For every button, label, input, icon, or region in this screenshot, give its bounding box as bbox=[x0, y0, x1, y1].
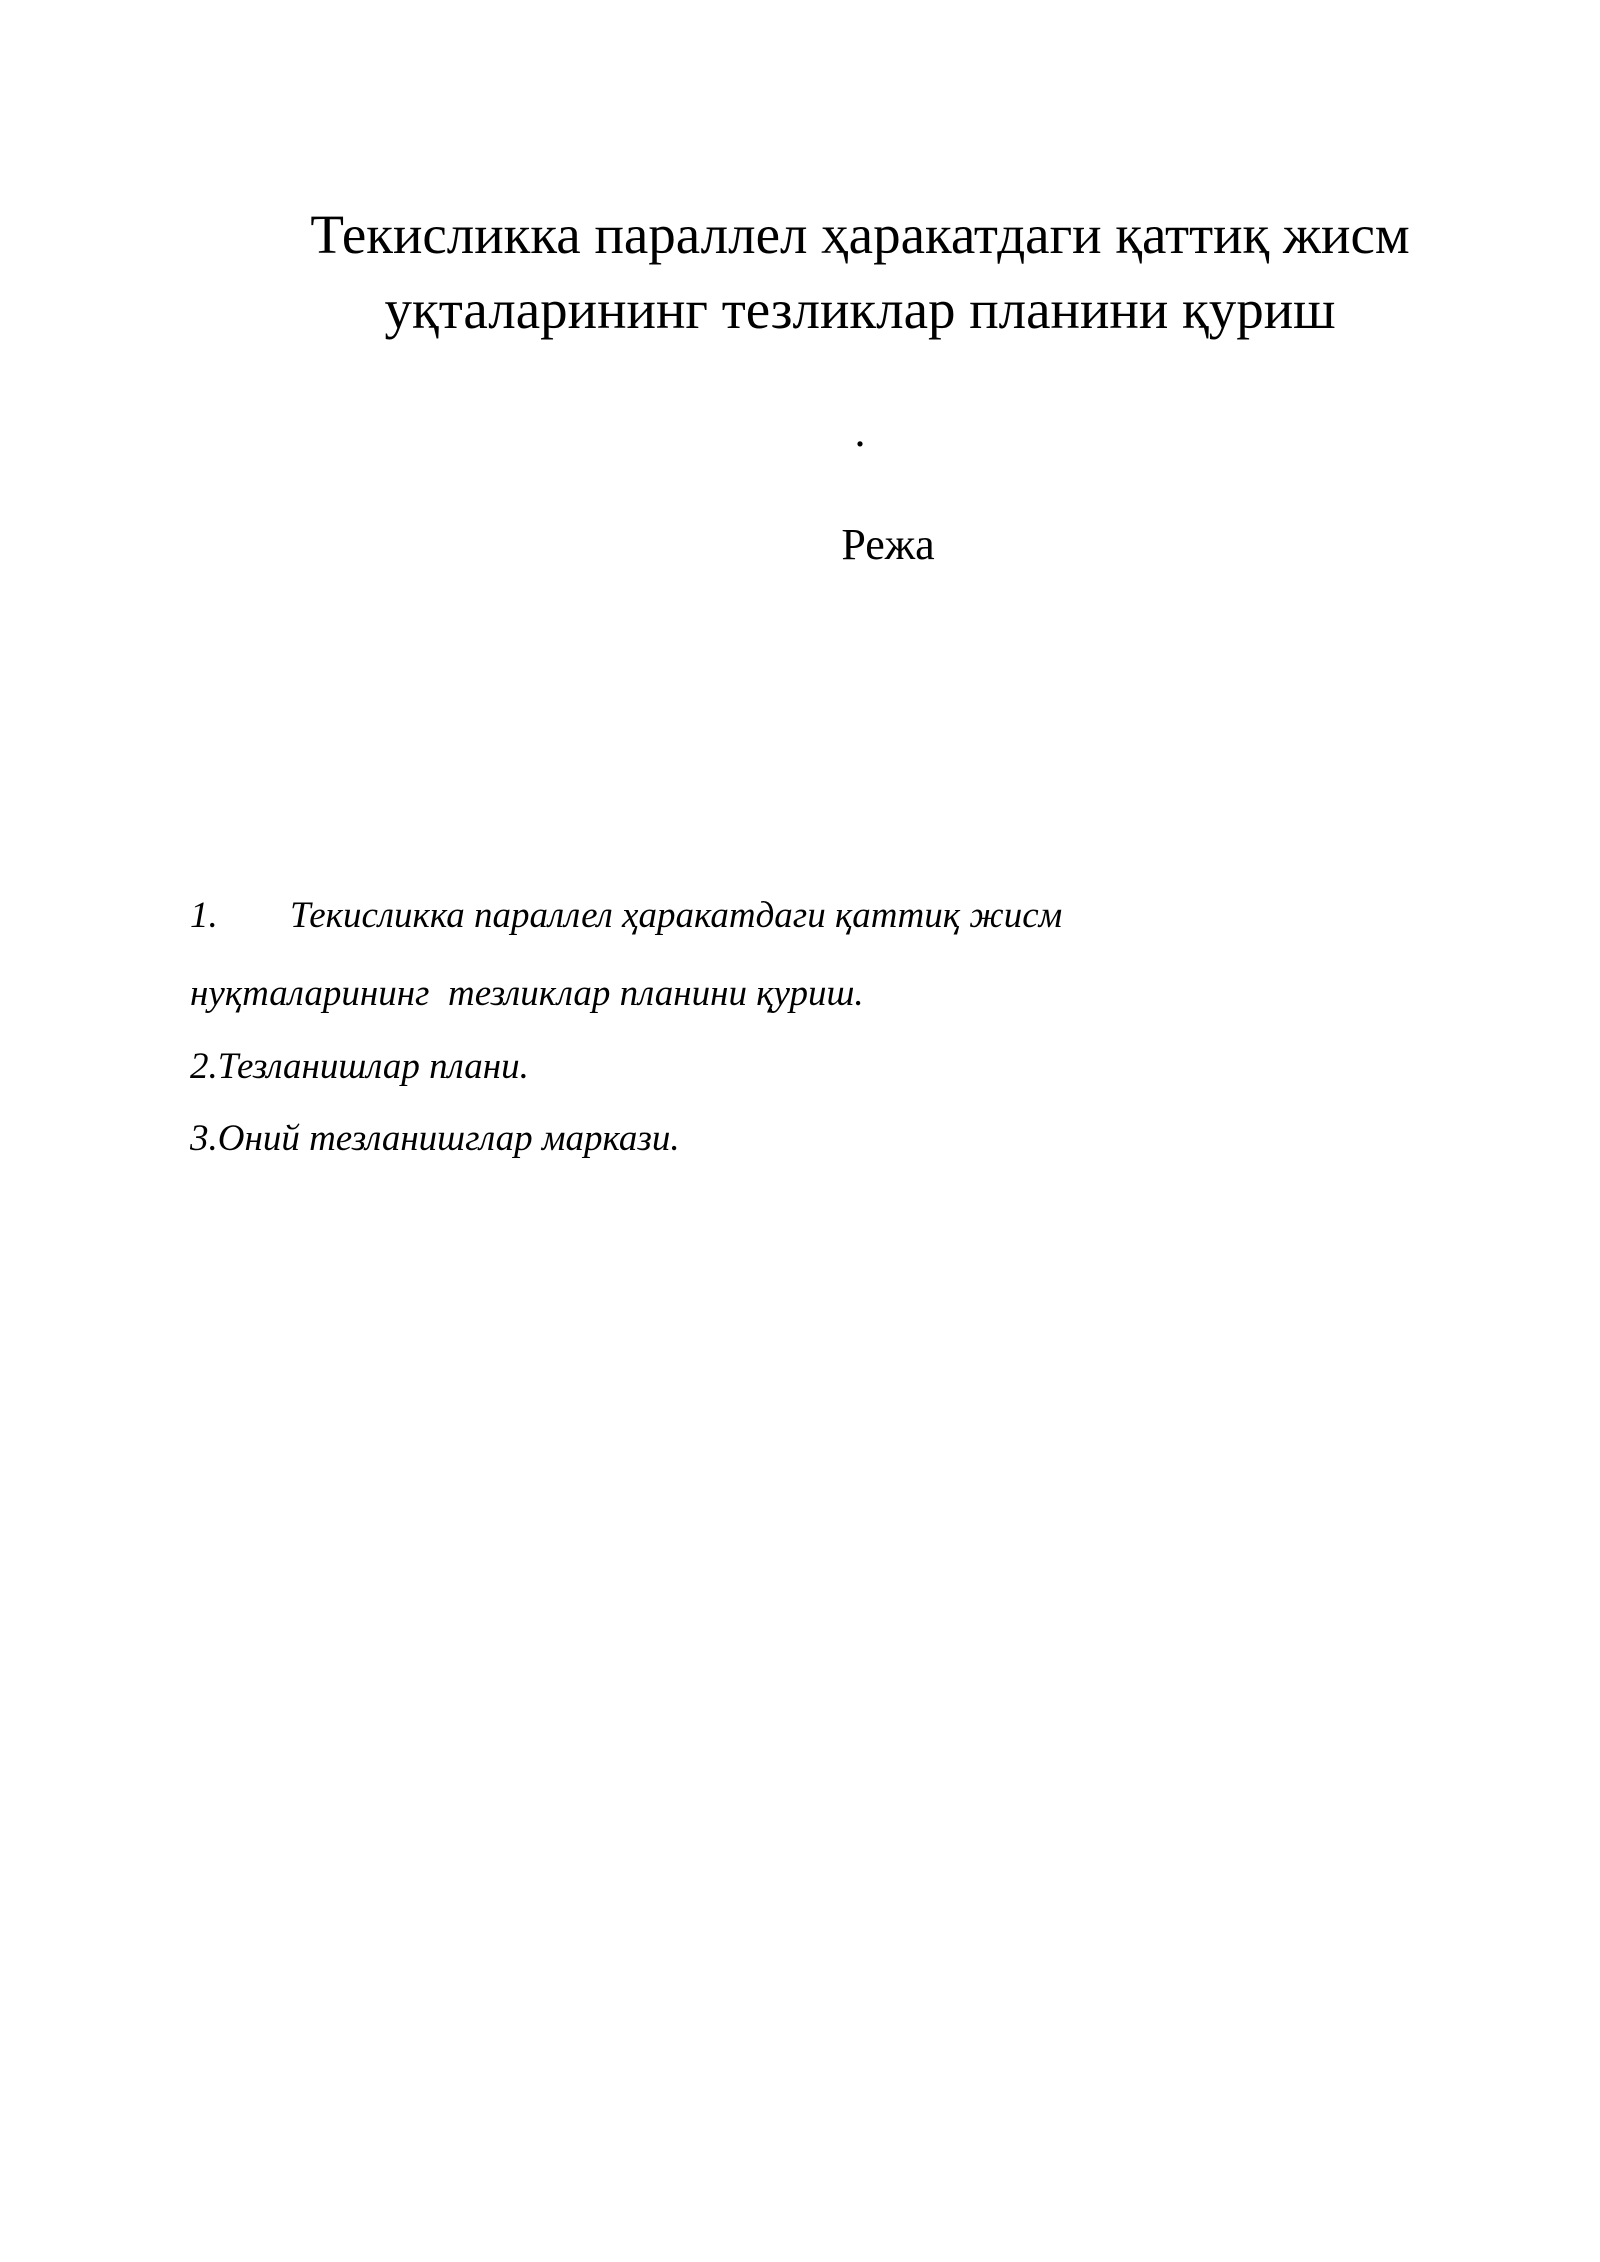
toc-item-1-continuation: нуқталарининг тезликлар планини қуриш. bbox=[190, 973, 864, 1014]
separator-dot: . bbox=[854, 407, 866, 456]
toc-item-3: 3.Оний тезланишглар маркази. bbox=[190, 1118, 680, 1159]
toc-item-1 bbox=[190, 897, 1062, 934]
document-title-line-1: Текисликка параллел ҳаракатдаги қаттиқ жисм bbox=[310, 204, 1410, 265]
plan-heading: Режа bbox=[841, 520, 935, 569]
toc-item-1-number: 1. bbox=[190, 895, 218, 936]
toc-item-1-text: Текисликка параллел ҳаракатдаги қаттиқ жисм bbox=[290, 895, 1063, 936]
toc-item-2: 2.Тезланишлар плани. bbox=[190, 1046, 529, 1087]
document-title-line-2: уқталарининг тезликлар планини қуриш bbox=[384, 279, 1336, 340]
